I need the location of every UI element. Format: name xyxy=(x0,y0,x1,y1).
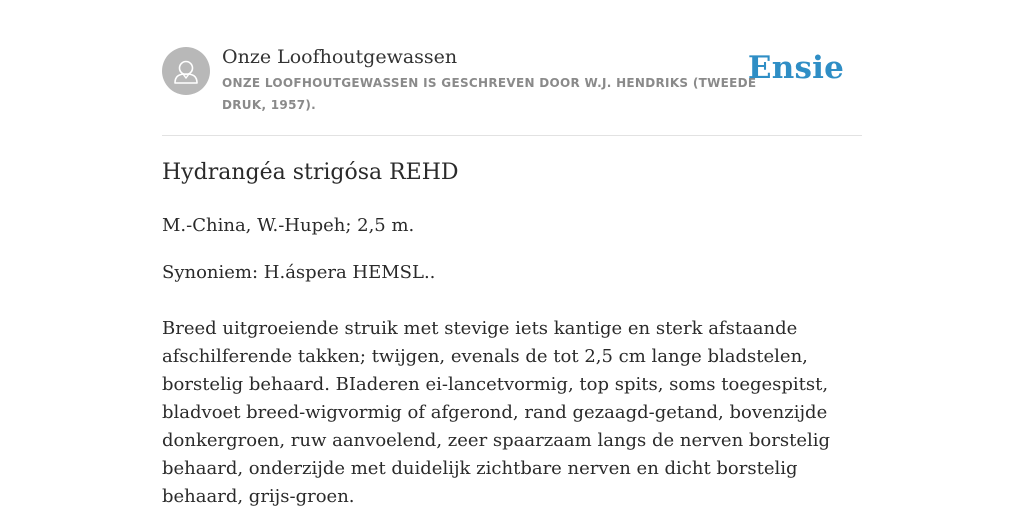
entry-synonym: Synoniem: H.áspera HEMSL.. xyxy=(162,262,436,283)
source-description: ONZE LOOFHOUTGEWASSEN IS GESCHREVEN DOOR W.J. HENDRIKS (TWEEDE DRUK, 1957). xyxy=(222,76,757,112)
entry-title: Hydrangéa strigósa REHD xyxy=(162,160,459,185)
user-avatar-icon[interactable] xyxy=(162,47,210,95)
source-title[interactable]: Onze Loofhoutgewassen xyxy=(222,46,458,68)
entry-origin: M.-China, W.-Hupeh; 2,5 m. xyxy=(162,215,415,236)
ensie-logo[interactable]: Ensie xyxy=(747,50,844,86)
entry-description: Breed uitgroeiende struik met stevige iets kantige en sterk afstaande afschilferende takken; twijgen, evenals de tot 2,5 cm lange bladstelen, borstelig behaard. BIaderen ei-lancetvormig, top spits, soms toegespitst, bladvoet breed-wigvormig of afgerond, rand gezaagd-getand, bovenzijde donkergroen, ruw aanvoelend, zeer spaarzaam langs de nerven borstelig behaard, onderzijde met duidelijk zichtbare nerven en dicht borstelig behaard, grijs-groen. xyxy=(162,318,831,507)
source-header xyxy=(162,44,862,136)
